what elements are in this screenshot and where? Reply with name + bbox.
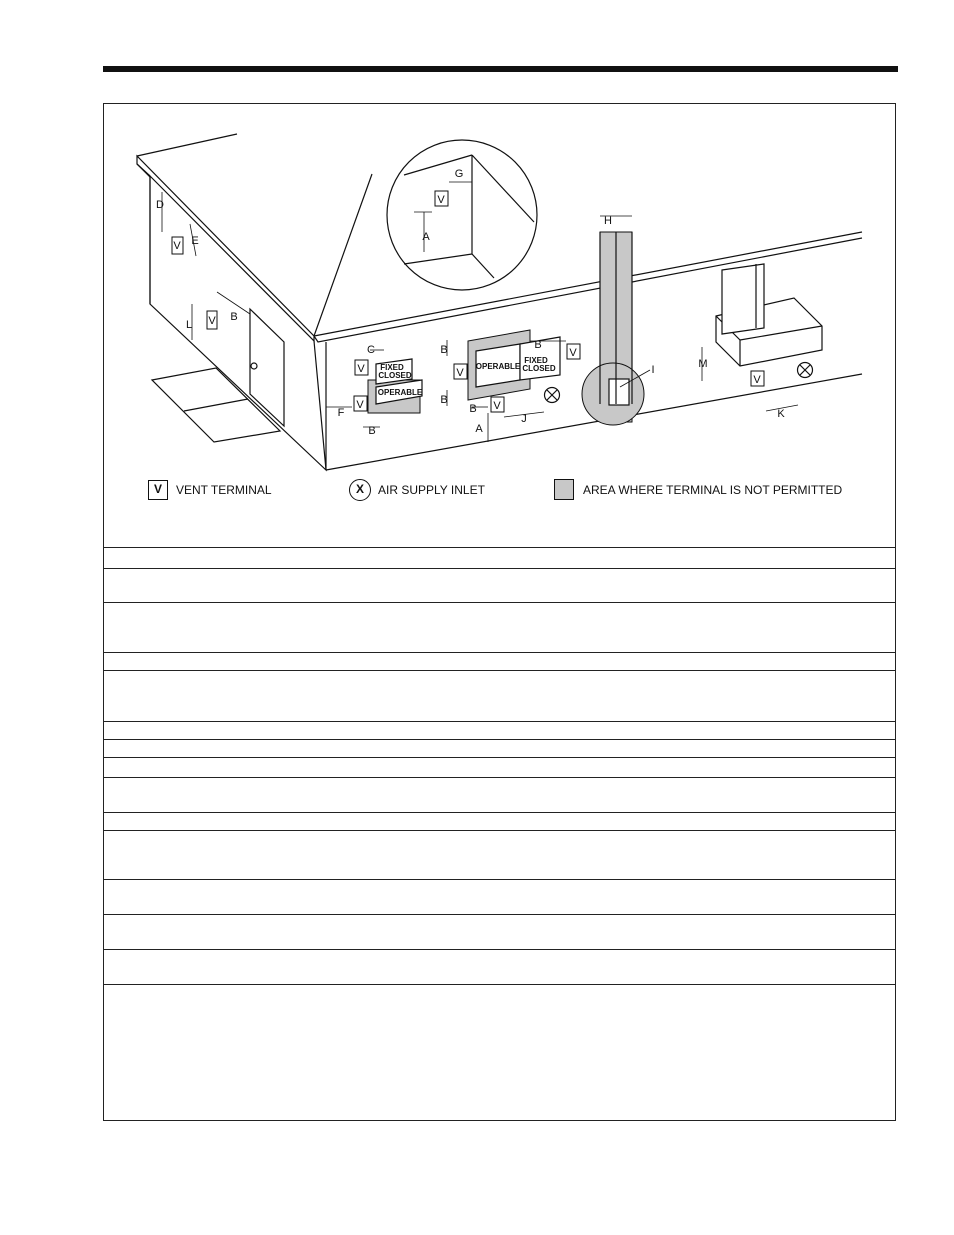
table-row xyxy=(104,777,895,812)
corner-detail-callout xyxy=(387,140,537,290)
table-row xyxy=(104,721,895,739)
svg-text:OPERABLE: OPERABLE xyxy=(377,388,423,397)
table-row xyxy=(104,547,895,568)
vent-terminal-l xyxy=(207,311,217,329)
dim-label-h: H xyxy=(604,215,612,227)
house-illustration xyxy=(104,104,897,547)
dim-label-f: F xyxy=(337,407,345,419)
svg-text:V: V xyxy=(357,363,365,375)
svg-text:FIXED: FIXED xyxy=(524,356,548,365)
svg-text:OPERABLE: OPERABLE xyxy=(475,362,521,371)
vent-terminal-b-right xyxy=(567,344,580,359)
legend-vent-label: VENT TERMINAL xyxy=(176,483,272,497)
legend-inlet-label: AIR SUPPLY INLET xyxy=(378,483,485,497)
dim-label-b-window: B xyxy=(368,425,376,437)
svg-text:FIXED: FIXED xyxy=(380,363,404,372)
svg-text:V: V xyxy=(569,347,577,359)
dim-label-i: I xyxy=(651,364,655,376)
dim-label-a: A xyxy=(475,423,483,435)
table-row xyxy=(104,757,895,777)
vent-terminal-d xyxy=(172,237,183,254)
legend-inlet-letter: X xyxy=(355,482,364,496)
vent-terminal-m xyxy=(751,371,764,386)
table-row xyxy=(104,812,895,830)
legend-inlet-symbol xyxy=(349,479,371,501)
dim-label-b-bottom: B xyxy=(469,403,477,415)
dim-label-b-side: B xyxy=(230,311,238,323)
air-inlet-k xyxy=(798,363,813,378)
vent-terminal-b-bottom xyxy=(491,397,504,412)
roof-eave-line xyxy=(137,134,237,156)
dim-label-b-low: B xyxy=(440,394,448,406)
svg-text:V: V xyxy=(173,240,181,252)
table-row xyxy=(104,949,895,984)
svg-text:V: V xyxy=(356,399,364,411)
vent-terminal-f xyxy=(354,396,367,411)
gas-meter xyxy=(609,379,629,405)
legend-vent-symbol xyxy=(148,480,168,500)
legend-vent-letter: V xyxy=(153,482,162,496)
svg-text:V: V xyxy=(208,315,216,327)
svg-text:V: V xyxy=(493,400,501,412)
svg-text:V: V xyxy=(437,194,445,206)
dim-label-b-right: B xyxy=(534,339,542,351)
table-row xyxy=(104,602,895,652)
table-row xyxy=(104,652,895,670)
vent-terminal-c xyxy=(355,360,368,375)
table-row xyxy=(104,670,895,721)
table-row xyxy=(104,879,895,914)
svg-text:CLOSED: CLOSED xyxy=(378,371,412,380)
dim-label-d: D xyxy=(156,199,164,211)
svg-text:V: V xyxy=(753,374,761,386)
vent-terminal-detail xyxy=(435,191,448,206)
dim-label-k: K xyxy=(777,408,785,420)
figure-frame xyxy=(103,103,896,1121)
table-row xyxy=(104,914,895,949)
dim-label-a-detail: A xyxy=(422,231,430,243)
vent-terminal-b-left xyxy=(454,364,467,379)
table-row xyxy=(104,739,895,757)
dim-label-c: C xyxy=(367,344,375,356)
legend-not-permitted-label: AREA WHERE TERMINAL IS NOT PERMITTED xyxy=(583,483,843,497)
air-inlet-j xyxy=(545,388,560,403)
dim-label-m: M xyxy=(698,358,708,370)
dim-label-e: E xyxy=(191,235,199,247)
planter-box xyxy=(716,264,822,366)
svg-text:V: V xyxy=(456,367,464,379)
dim-label-b-top: B xyxy=(440,344,448,356)
vent-clearance-diagram xyxy=(104,104,897,547)
dim-label-j: J xyxy=(521,413,527,425)
table-row xyxy=(104,830,895,879)
table-row xyxy=(104,984,895,1120)
svg-text:CLOSED: CLOSED xyxy=(522,364,556,373)
table-row xyxy=(104,568,895,602)
dim-label-g: G xyxy=(454,168,464,180)
header-rule xyxy=(103,66,898,72)
dim-label-l: L xyxy=(185,319,193,331)
legend-not-permitted-swatch xyxy=(554,479,574,500)
